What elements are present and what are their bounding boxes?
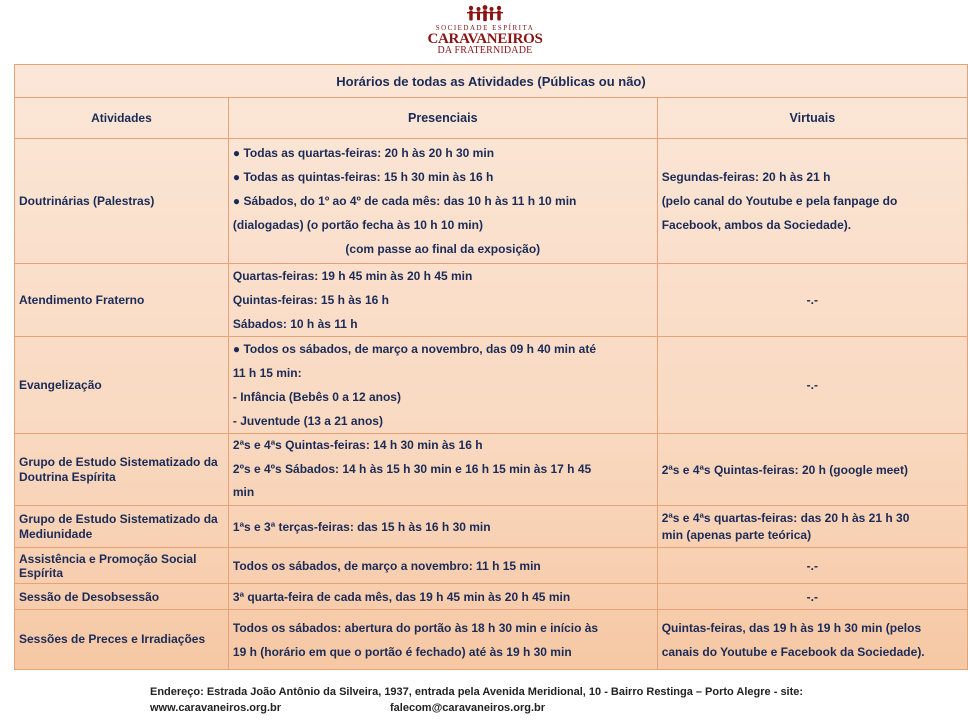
logo-society: SOCIEDADE ESPÍRITA — [435, 24, 535, 32]
title-row — [15, 65, 968, 98]
virtual-cell — [657, 139, 967, 264]
footer-address: Endereço: Estrada João Antônio da Silveira, 1937, entrada pela Avenida Meridional, 10 - Bairro Restinga – Porto Alegre - site: — [150, 686, 804, 698]
header-activities: Atividades — [15, 98, 229, 139]
activity-cell: Sessão de Desobsessão — [15, 584, 229, 610]
presencial-line: 19 h (horário em que o portão é fechado) até às 19 h 30 min — [232, 644, 572, 659]
virtual-line: 2ªs e 4ªs quartas-feiras: das 20 h às 21 h 30 — [661, 510, 910, 525]
activity-cell: Grupo de Estudo Sistematizado da Doutrina Espírita — [15, 434, 229, 506]
logo-name: CARAVANEIROS — [427, 31, 543, 47]
table-row — [15, 264, 968, 337]
virtual-cell: 2ªs e 4ªs Quintas-feiras: 20 h (google meet) — [657, 434, 967, 506]
virtual-cell: -.- — [657, 337, 967, 434]
presencial-line: Quartas-feiras: 19 h 45 min às 20 h 45 min — [232, 269, 473, 283]
virtual-cell: -.- — [657, 548, 967, 584]
presencial-line: min — [232, 485, 255, 500]
table-row — [15, 548, 968, 584]
header-row — [15, 98, 968, 139]
virtual-line: Facebook, ambos da Sociedade). — [661, 218, 852, 232]
virtual-cell — [657, 610, 967, 670]
presencial-cell — [228, 610, 657, 670]
presencial-line: - Infância (Bebês 0 a 12 anos) — [232, 390, 401, 404]
virtual-line: Segundas-feiras: 20 h às 21 h — [661, 170, 831, 184]
virtual-line: (pelo canal do Youtube e pela fanpage do — [661, 194, 898, 208]
presencial-line: 2ªs e 4ªs Quintas-feiras: 14 h 30 min às 16 h — [232, 438, 483, 453]
presencial-line: ● Todas as quintas-feiras: 15 h 30 min às 16 h — [232, 170, 494, 184]
presencial-line: (dialogadas) (o portão fecha às 10 h 10 min) — [232, 218, 483, 232]
table-row — [15, 337, 968, 434]
virtual-line: Quintas-feiras, das 19 h às 19 h 30 min (pelos — [661, 620, 922, 635]
virtual-cell — [657, 506, 967, 548]
presencial-cell — [228, 264, 657, 337]
logo — [415, 4, 555, 56]
presencial-cell — [228, 337, 657, 434]
people-icon — [465, 4, 505, 24]
presencial-line: ● Todas as quartas-feiras: 20 h às 20 h 30 min — [232, 146, 495, 160]
virtual-line: min (apenas parte teórica) — [661, 527, 812, 542]
footer-email-link[interactable]: falecom@caravaneiros.org.br — [390, 702, 546, 714]
footer — [150, 684, 910, 716]
logo-subtitle: DA FRATERNIDADE — [437, 45, 533, 56]
table-row — [15, 610, 968, 670]
footer-site-link[interactable]: www.caravaneiros.org.br — [150, 702, 282, 714]
presencial-cell: 3ª quarta-feira de cada mês, das 19 h 45 min às 20 h 45 min — [228, 584, 657, 610]
virtual-cell: -.- — [657, 584, 967, 610]
table-row — [15, 139, 968, 264]
activity-cell: Atendimento Fraterno — [15, 264, 229, 337]
header-virtual: Virtuais — [657, 98, 967, 139]
virtual-line: canais do Youtube e Facebook da Sociedade). — [661, 644, 925, 659]
presencial-line: (com passe ao final da exposição) — [345, 242, 541, 256]
presencial-line: ● Todos os sábados, de março a novembro, das 09 h 40 min até — [232, 342, 597, 356]
activity-cell: Doutrinárias (Palestras) — [15, 139, 229, 264]
activity-cell: Evangelização — [15, 337, 229, 434]
activity-cell: Grupo de Estudo Sistematizado da Mediunidade — [15, 506, 229, 548]
presencial-cell: 1ªs e 3ª terças-feiras: das 15 h às 16 h 30 min — [228, 506, 657, 548]
presencial-line: Todos os sábados: abertura do portão às 18 h 30 min e início às — [232, 620, 599, 635]
presencial-line: Sábados: 10 h às 11 h — [232, 317, 358, 331]
presencial-line: - Juventude (13 a 21 anos) — [232, 414, 383, 428]
virtual-cell: -.- — [657, 264, 967, 337]
table-title: Horários de todas as Atividades (Públicas ou não) — [15, 65, 968, 98]
presencial-line: ● Sábados, do 1º ao 4º de cada mês: das 10 h às 11 h 10 min — [232, 194, 577, 208]
schedule-table — [14, 64, 968, 670]
presencial-cell — [228, 139, 657, 264]
table-row — [15, 584, 968, 610]
presencial-line: 2ºs e 4ºs Sábados: 14 h às 15 h 30 min e 16 h 15 min às 17 h 45 — [232, 461, 592, 476]
header-presencial: Presenciais — [228, 98, 657, 139]
presencial-cell — [228, 434, 657, 506]
activity-cell: Assistência e Promoção Social Espírita — [15, 548, 229, 584]
table-row — [15, 434, 968, 506]
presencial-line: 11 h 15 min: — [232, 366, 302, 380]
presencial-cell: Todos os sábados, de março a novembro: 11 h 15 min — [228, 548, 657, 584]
activity-cell: Sessões de Preces e Irradiações — [15, 610, 229, 670]
table-row — [15, 506, 968, 548]
presencial-line: Quintas-feiras: 15 h às 16 h — [232, 293, 389, 307]
